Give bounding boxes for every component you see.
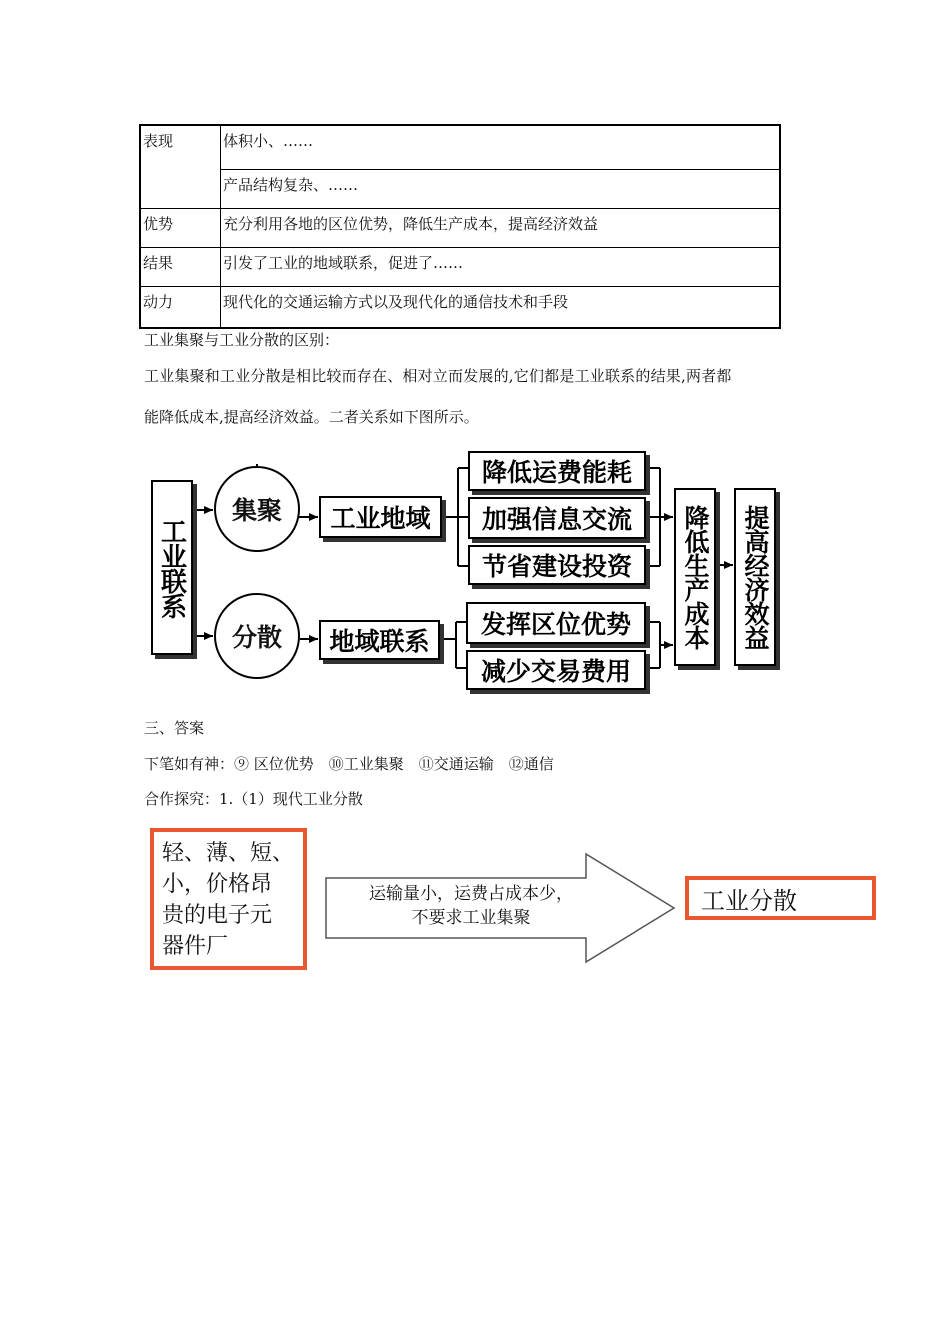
table-label-cell: 优势 <box>141 209 221 248</box>
benefit-box: 发挥区位优势 <box>466 602 646 644</box>
arrow-text <box>326 882 616 930</box>
table-label-cell: 结果 <box>141 248 221 287</box>
benefit-box: 降低运费能耗 <box>468 451 646 491</box>
product-box <box>150 828 307 970</box>
table-label-cell: 表现 <box>141 126 221 209</box>
paragraph-line-2: 能降低成本,提高经济效益。二者关系如下图所示。 <box>144 408 479 426</box>
arrow-line: 运输量小，运费占成本少， <box>369 884 573 904</box>
table-row <box>141 287 780 328</box>
product-line: 贵的电子元 <box>162 903 273 928</box>
table-label-cell: 动力 <box>141 287 221 328</box>
product-line: 小，价格昂 <box>162 872 273 897</box>
benefit-box: 节省建设投资 <box>468 545 646 585</box>
industrial-region-box: 工业地域 <box>319 496 442 538</box>
product-line: 轻、薄、短、 <box>162 841 295 866</box>
result-box <box>685 876 876 920</box>
lower-cost-box: 降低生产成本 <box>674 488 716 666</box>
product-line: 器件厂 <box>162 934 229 959</box>
regional-link-box: 地域联系 <box>319 620 440 660</box>
raise-benefit-box: 提高经济效益 <box>734 488 776 666</box>
disperse-label: 分散 <box>231 623 282 652</box>
table-content-cell: 现代化的交通运输方式以及现代化的通信技术和手段 <box>221 287 780 328</box>
table-row <box>141 248 780 287</box>
table-content-cell: 体积小、…… <box>221 126 780 170</box>
arrow-line: 不要求工业集聚 <box>411 908 531 928</box>
heading-difference: 工业集聚与工业分散的区别： <box>144 331 340 349</box>
paragraph-line-1: 工业集聚和工业分散是相比较而存在、相对立而发展的,它们都是工业联系的结果,两者都 <box>144 367 732 385</box>
table-content-cell: 产品结构复杂、…… <box>221 170 780 209</box>
benefit-box: 加强信息交流 <box>468 497 646 539</box>
features-table <box>140 125 780 328</box>
answers-line: 下笔如有神：⑨ 区位优势 ⑩工业集聚 ⑪交通运输 ⑫通信 <box>144 755 554 773</box>
table-row <box>141 126 780 170</box>
table-content-cell: 引发了工业的地域联系，促进了…… <box>221 248 780 287</box>
disperse-circle <box>214 593 300 679</box>
answers-heading: 三、答案 <box>144 719 205 737</box>
cluster-circle <box>214 466 300 552</box>
result-label: 工业分散 <box>701 886 797 915</box>
table-row <box>141 209 780 248</box>
table-row <box>141 170 780 209</box>
benefit-box: 减少交易费用 <box>466 650 646 690</box>
cluster-label: 集聚 <box>231 496 282 525</box>
industry-link-box: 工业联系 <box>151 480 193 655</box>
cooperate-line: 合作探究：1.（1）现代工业分散 <box>144 790 363 808</box>
table-content-cell: 充分利用各地的区位优势，降低生产成本，提高经济效益 <box>221 209 780 248</box>
